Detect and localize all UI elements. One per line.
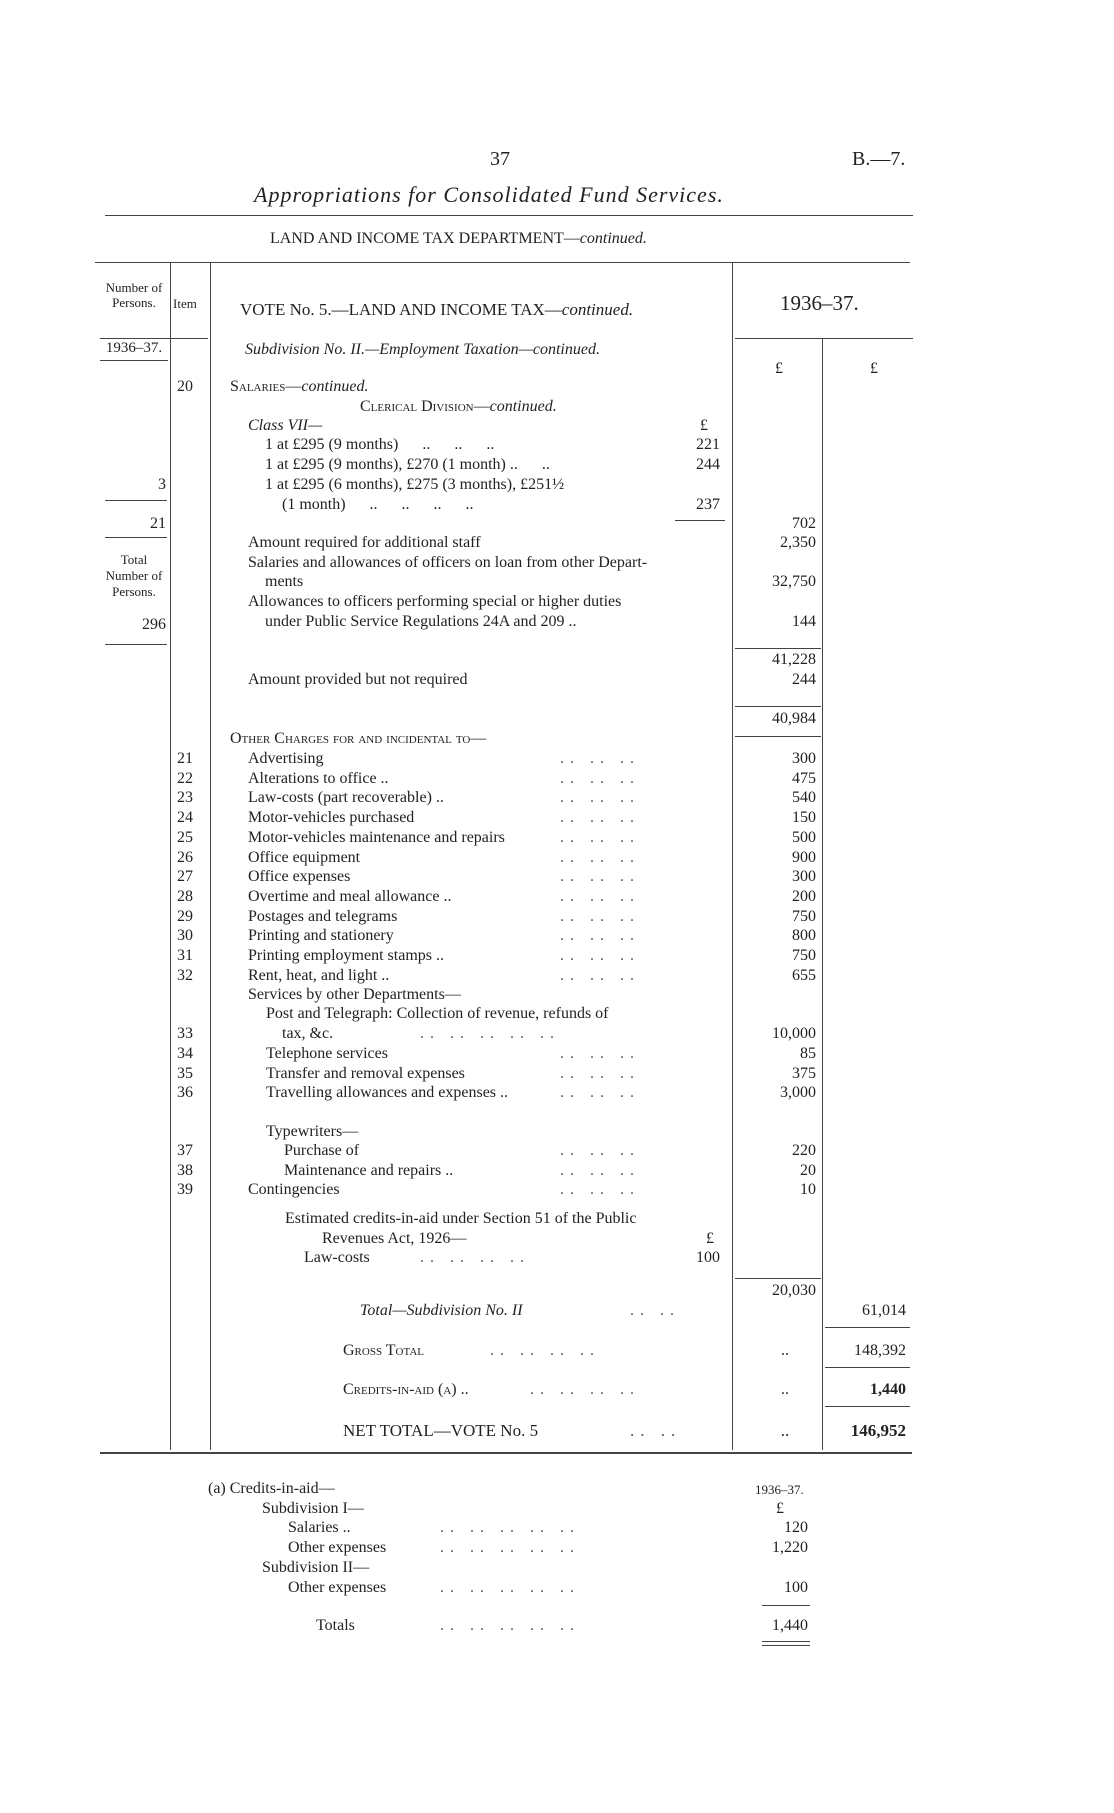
item-number: 36: [177, 1084, 193, 1102]
clerical-division: [360, 398, 557, 416]
loan-label-line2: ments: [265, 573, 304, 590]
leader-dots: .. .. .. .. ..: [440, 1539, 580, 1556]
leader-dots: .. .. ..: [560, 1064, 640, 1082]
leader-dots: .. .. .. .. ..: [440, 1617, 580, 1634]
leader-dots: .. .. .. .. ..: [440, 1519, 580, 1536]
class-persons: 3: [158, 476, 166, 493]
item-number: 37: [177, 1142, 193, 1159]
class-label: Class VII—: [248, 417, 323, 434]
table-top-rule: [95, 262, 910, 263]
other-charge-value: 900: [792, 848, 816, 866]
leader-dots: .. .. ..: [560, 966, 640, 984]
net-total-dots: ..: [780, 1421, 790, 1440]
page-number: 37: [490, 148, 510, 170]
leader-dots: .. .. ..: [560, 907, 640, 925]
salaries-heading: [230, 378, 368, 396]
other-charge-label: Motor-vehicles maintenance and repairs: [248, 828, 505, 846]
persons-year-label: 1936–37.: [105, 340, 163, 356]
salary-description: 1 at £295 (9 months), £270 (1 month) .. ..: [265, 456, 550, 473]
total-persons-label: Total Number of Persons.: [105, 552, 163, 599]
item-number: 31: [177, 947, 193, 964]
other-charge-value: 3,000: [780, 1084, 816, 1102]
leader-dots: .. .. ..: [560, 769, 640, 787]
item-number: 30: [177, 927, 193, 945]
leader-dots: .. .. .. ..: [530, 1381, 640, 1398]
other-charge-value: 85: [800, 1045, 816, 1062]
other-charge-row: [0, 770, 1114, 790]
salary-row: [0, 496, 1114, 516]
other-charges-heading-row: [0, 730, 1114, 750]
item-number: 21: [177, 750, 193, 767]
item-number: 32: [177, 966, 193, 984]
footnote-sub1-row: [0, 1500, 1114, 1520]
footnote-totals-rule: [762, 1605, 810, 1606]
footnote-salaries-row: [0, 1519, 1114, 1539]
other-charge-value: 300: [792, 750, 816, 767]
typewriters-row: [0, 1123, 1114, 1143]
loan-label-line1: Salaries and allowances of officers on loan from other Depart-: [248, 554, 648, 571]
footnote-pound: £: [776, 1500, 784, 1517]
other-charges-total: 20,030: [772, 1282, 816, 1299]
other-charge-label: Purchase of: [284, 1142, 360, 1159]
document-reference: B.—7.: [852, 148, 906, 170]
other-charge-label: Office expenses: [248, 868, 351, 886]
footnote-subdivision-1: Subdivision I—: [262, 1500, 364, 1517]
other-charge-label: Maintenance and repairs ..: [284, 1161, 454, 1179]
footnote-other2-label: Other expenses: [288, 1579, 387, 1596]
persons-year-rule: [100, 360, 168, 361]
other-charge-row: [0, 849, 1114, 869]
leader-dots: .. .. ..: [560, 848, 640, 866]
salaries-continued: continued.: [301, 378, 369, 395]
allowances-row-2: [0, 613, 1114, 633]
leader-dots: .. .. ..: [560, 828, 640, 846]
typewriters-heading: Typewriters—: [266, 1123, 359, 1140]
other-charge-label: Travelling allowances and expenses ..: [266, 1084, 509, 1102]
footnote-other1-row: [0, 1539, 1114, 1559]
footnote-subdivision-2: Subdivision II—: [262, 1559, 370, 1576]
other-charges-total-row: [0, 1282, 1114, 1302]
class-row: [0, 417, 1114, 437]
other-charge-label: Printing and stationery: [248, 927, 394, 945]
clerical-division-row: [0, 398, 1114, 418]
item-number: 28: [177, 887, 193, 905]
footnote-title: (a) Credits-in-aid—: [208, 1480, 335, 1497]
other-charge-label: Rent, heat, and light ..: [248, 966, 390, 984]
net-salaries-row: [0, 710, 1114, 730]
item-number: 39: [177, 1181, 193, 1199]
other-charge-row: [0, 829, 1114, 849]
allowances-label-line2: under Public Service Regulations 24A and 209 ..: [265, 613, 577, 630]
not-required-label: Amount provided but not required: [248, 671, 468, 688]
salary-value: 221: [696, 436, 720, 453]
loan-value: 32,750: [772, 573, 816, 590]
other-charge-label: Contingencies: [248, 1181, 340, 1199]
vote-title-main: VOTE No. 5.—LAND AND INCOME TAX—: [240, 300, 562, 319]
other-charge-value: 655: [792, 966, 816, 984]
gross-total-dots: ..: [781, 1342, 789, 1359]
salary-row: [0, 476, 1114, 496]
header-rule-left: [100, 338, 208, 339]
other-charge-row: [0, 1084, 1114, 1104]
other-charge-value: 475: [792, 769, 816, 787]
leader-dots: .. .. ..: [560, 1161, 640, 1179]
other-charge-label: Advertising: [248, 750, 324, 767]
other-charge-value: 540: [792, 789, 816, 807]
salary-value: 244: [696, 456, 720, 473]
other-charge-value: 150: [792, 809, 816, 827]
allowances-label-line1: Allowances to officers performing special or higher duties: [248, 593, 622, 610]
other-charge-label: Transfer and removal expenses: [266, 1064, 465, 1082]
credits-in-aid-dots: ..: [781, 1381, 789, 1398]
other-charge-row: [0, 789, 1114, 809]
leader-dots: .. .. ..: [560, 809, 640, 827]
other-charge-value: 200: [792, 887, 816, 905]
footnote-salaries-label: Salaries ..: [288, 1519, 351, 1536]
other-charge-label: Law-costs (part recoverable) ..: [248, 789, 444, 807]
salary-description: (1 month) .. .. .. ..: [282, 496, 474, 513]
net-salaries-rule: [735, 706, 821, 707]
gross-total-rule-top: [825, 1327, 910, 1328]
other-charge-value: 20: [800, 1161, 816, 1179]
credits-in-aid-row: [0, 1381, 1114, 1401]
other-charge-value: 300: [792, 868, 816, 886]
title-rule: [105, 215, 913, 216]
salary-value: 237: [696, 496, 720, 513]
other-charge-row: [0, 868, 1114, 888]
year-header: 1936–37.: [780, 291, 859, 315]
other-charge-row: [0, 1045, 1114, 1065]
footnote-other2-value: 100: [784, 1579, 808, 1596]
other-charge-row: [0, 888, 1114, 908]
vote-title: [240, 300, 633, 320]
department-continued: continued.: [579, 230, 647, 247]
other-charge-label: Postages and telegrams: [248, 907, 398, 925]
credits-estimate-row-2: [0, 1230, 1114, 1250]
footnote-sub2-row: [0, 1559, 1114, 1579]
other-charge-value: 375: [792, 1064, 816, 1082]
subdivision-total-row: [0, 1302, 1114, 1322]
item-number: 25: [177, 828, 193, 846]
footnote-totals-row: [0, 1617, 1114, 1637]
item-number: 26: [177, 848, 193, 866]
other-charge-label: Telephone services: [266, 1045, 388, 1062]
footnote-year: 1936–37.: [755, 1482, 804, 1497]
other-charge-row: [0, 750, 1114, 770]
leader-dots: .. .. .. ..: [490, 1342, 600, 1359]
additional-staff-label: Amount required for additional staff: [248, 534, 481, 551]
salary-description: 1 at £295 (9 months) .. .. ..: [265, 436, 495, 453]
credits-estimate-row: [0, 1210, 1114, 1230]
post-telegraph-line1: Post and Telegraph: Collection of revenue, refunds of: [266, 1005, 609, 1022]
item-number: 34: [177, 1045, 193, 1062]
gross-total-label: Gross Total: [343, 1342, 425, 1359]
leader-dots: .. .. ..: [560, 1142, 640, 1159]
law-costs-credit-value: 100: [696, 1249, 720, 1266]
other-charge-label: Alterations to office ..: [248, 769, 389, 787]
net-total-label: NET TOTAL—VOTE No. 5: [343, 1421, 539, 1440]
class-total: 702: [792, 515, 816, 532]
services-heading-row: [0, 986, 1114, 1006]
additional-staff-value: 2,350: [780, 534, 816, 551]
department-heading: [270, 230, 647, 248]
other-charge-label: Printing employment stamps ..: [248, 947, 444, 964]
post-telegraph-value: 10,000: [772, 1025, 816, 1042]
other-charge-value: 500: [792, 828, 816, 846]
leader-dots: .. .. .. .. ..: [420, 1025, 560, 1042]
footnote-heading-row: [0, 1480, 1114, 1500]
credits-in-aid-value: 1,440: [870, 1381, 906, 1398]
not-required-row: [0, 671, 1114, 691]
other-charge-label: Overtime and meal allowance ..: [248, 887, 452, 905]
credits-estimate-line2: Revenues Act, 1926—: [322, 1230, 467, 1247]
table-bottom-rule: [100, 1452, 912, 1454]
number-of-persons-header: Number of Persons.: [105, 280, 163, 310]
vote-title-continued: continued.: [561, 300, 634, 319]
item-number: 29: [177, 907, 193, 925]
class-total-row: [0, 515, 1114, 535]
footnote-double-rule-1: [762, 1641, 810, 1642]
other-charge-value: 220: [792, 1142, 816, 1159]
other-charges-total-rule: [735, 1278, 821, 1279]
footnote-other2-row: [0, 1579, 1114, 1599]
other-charge-label: Motor-vehicles purchased: [248, 809, 415, 827]
salary-description: 1 at £295 (6 months), £275 (3 months), £251½: [265, 476, 565, 493]
leader-dots: .. .. ..: [560, 887, 640, 905]
class-persons-rule: [105, 500, 167, 501]
additional-staff-row: [0, 534, 1114, 554]
other-charge-value: 750: [792, 907, 816, 925]
persons-total: 21: [150, 515, 166, 532]
division-continued: continued.: [489, 398, 557, 415]
credits-in-aid-rule: [825, 1406, 910, 1407]
other-charge-row: [0, 1181, 1114, 1201]
other-charge-value: 10: [800, 1181, 816, 1199]
footnote-other1-value: 1,220: [772, 1539, 808, 1556]
department-name: LAND AND INCOME TAX DEPARTMENT—: [270, 230, 580, 247]
page-title: Appropriations for Consolidated Fund Services.: [254, 182, 724, 207]
not-required-value: 244: [792, 671, 816, 688]
gross-total-row: [0, 1342, 1114, 1362]
leader-dots: .. .. ..: [560, 868, 640, 886]
item-number: 22: [177, 769, 193, 787]
gross-total-value: 148,392: [854, 1342, 906, 1359]
other-charge-row: [0, 809, 1114, 829]
item-number: 20: [177, 378, 193, 395]
leader-dots: .. .. ..: [560, 947, 640, 964]
item-number: 33: [177, 1025, 193, 1042]
header-rule-right: [735, 338, 913, 339]
footnote-totals-label: Totals: [316, 1617, 355, 1634]
subdivision-heading: Subdivision No. II.—Employment Taxation—continued.: [245, 341, 600, 358]
salaries-label: Salaries—: [230, 378, 302, 395]
item-column-header: Item: [173, 296, 197, 311]
salaries-subtotal: 41,228: [772, 651, 816, 668]
footnote-other1-label: Other expenses: [288, 1539, 387, 1556]
footnote-salaries-value: 120: [784, 1519, 808, 1536]
law-costs-credit-row: [0, 1249, 1114, 1269]
leader-dots: .. .. ..: [560, 1045, 640, 1062]
credits-in-aid-label: Credits-in-aid (a) ..: [343, 1381, 469, 1398]
other-charge-row: [0, 1142, 1114, 1162]
post-telegraph-row: [0, 1005, 1114, 1025]
subdivision-total-value: 61,014: [862, 1302, 906, 1319]
post-telegraph-line2: tax, &c.: [282, 1025, 334, 1042]
other-charge-row: [0, 908, 1114, 928]
leader-dots: .. ..: [630, 1302, 680, 1319]
net-total-row: [0, 1421, 1114, 1441]
subdivision-total-label: Total—Subdivision No. II: [360, 1302, 523, 1319]
other-charge-row: [0, 927, 1114, 947]
salaries-subtotal-rule: [735, 648, 821, 649]
footnote-double-rule-2: [762, 1645, 810, 1646]
item-number: 23: [177, 789, 193, 807]
leader-dots: .. .. ..: [560, 927, 640, 945]
leader-dots: .. .. ..: [560, 1084, 640, 1102]
division-label: Clerical Division—: [360, 398, 490, 415]
net-total-value: 146,952: [850, 1421, 906, 1440]
leader-dots: .. .. .. .. ..: [440, 1579, 580, 1596]
total-persons-rule: [105, 644, 167, 645]
total-persons-value: 296: [142, 616, 166, 633]
credits-estimate-pound: £: [706, 1230, 714, 1247]
leader-dots: .. .. .. ..: [420, 1249, 530, 1266]
leader-dots: .. .. ..: [560, 1181, 640, 1199]
other-charge-row: [0, 1162, 1114, 1182]
leader-dots: .. .. ..: [560, 750, 640, 767]
gross-total-rule-bottom: [825, 1367, 910, 1368]
salary-row: [0, 456, 1114, 476]
other-charge-value: 800: [792, 927, 816, 945]
leader-dots: .. .. ..: [560, 789, 640, 807]
item-number: 35: [177, 1064, 193, 1082]
leader-dots: .. ..: [630, 1421, 682, 1440]
other-charge-row: [0, 947, 1114, 967]
pound-column-1: £: [775, 360, 783, 377]
law-costs-credit-label: Law-costs: [304, 1249, 370, 1266]
post-telegraph-row-2: [0, 1025, 1114, 1045]
salary-row: [0, 436, 1114, 456]
other-charge-row: [0, 967, 1114, 987]
net-salaries: 40,984: [772, 710, 816, 727]
other-charge-row: [0, 1065, 1114, 1085]
credits-estimate-line1: Estimated credits-in-aid under Section 51 of the Public: [285, 1210, 637, 1227]
other-charge-label: Office equipment: [248, 848, 361, 866]
class-pound: £: [700, 417, 708, 434]
item-number: 38: [177, 1161, 193, 1179]
salaries-subtotal-row: [0, 651, 1114, 671]
services-heading: Services by other Departments—: [248, 986, 461, 1003]
other-charge-value: 750: [792, 947, 816, 964]
other-charges-heading: Other Charges for and incidental to—: [230, 730, 487, 747]
pound-column-2: £: [870, 360, 878, 377]
item-number: 24: [177, 809, 193, 827]
footnote-totals-value: 1,440: [772, 1617, 808, 1634]
allowances-value: 144: [792, 613, 816, 630]
item-number: 27: [177, 868, 193, 886]
salaries-heading-row: [0, 378, 1114, 398]
